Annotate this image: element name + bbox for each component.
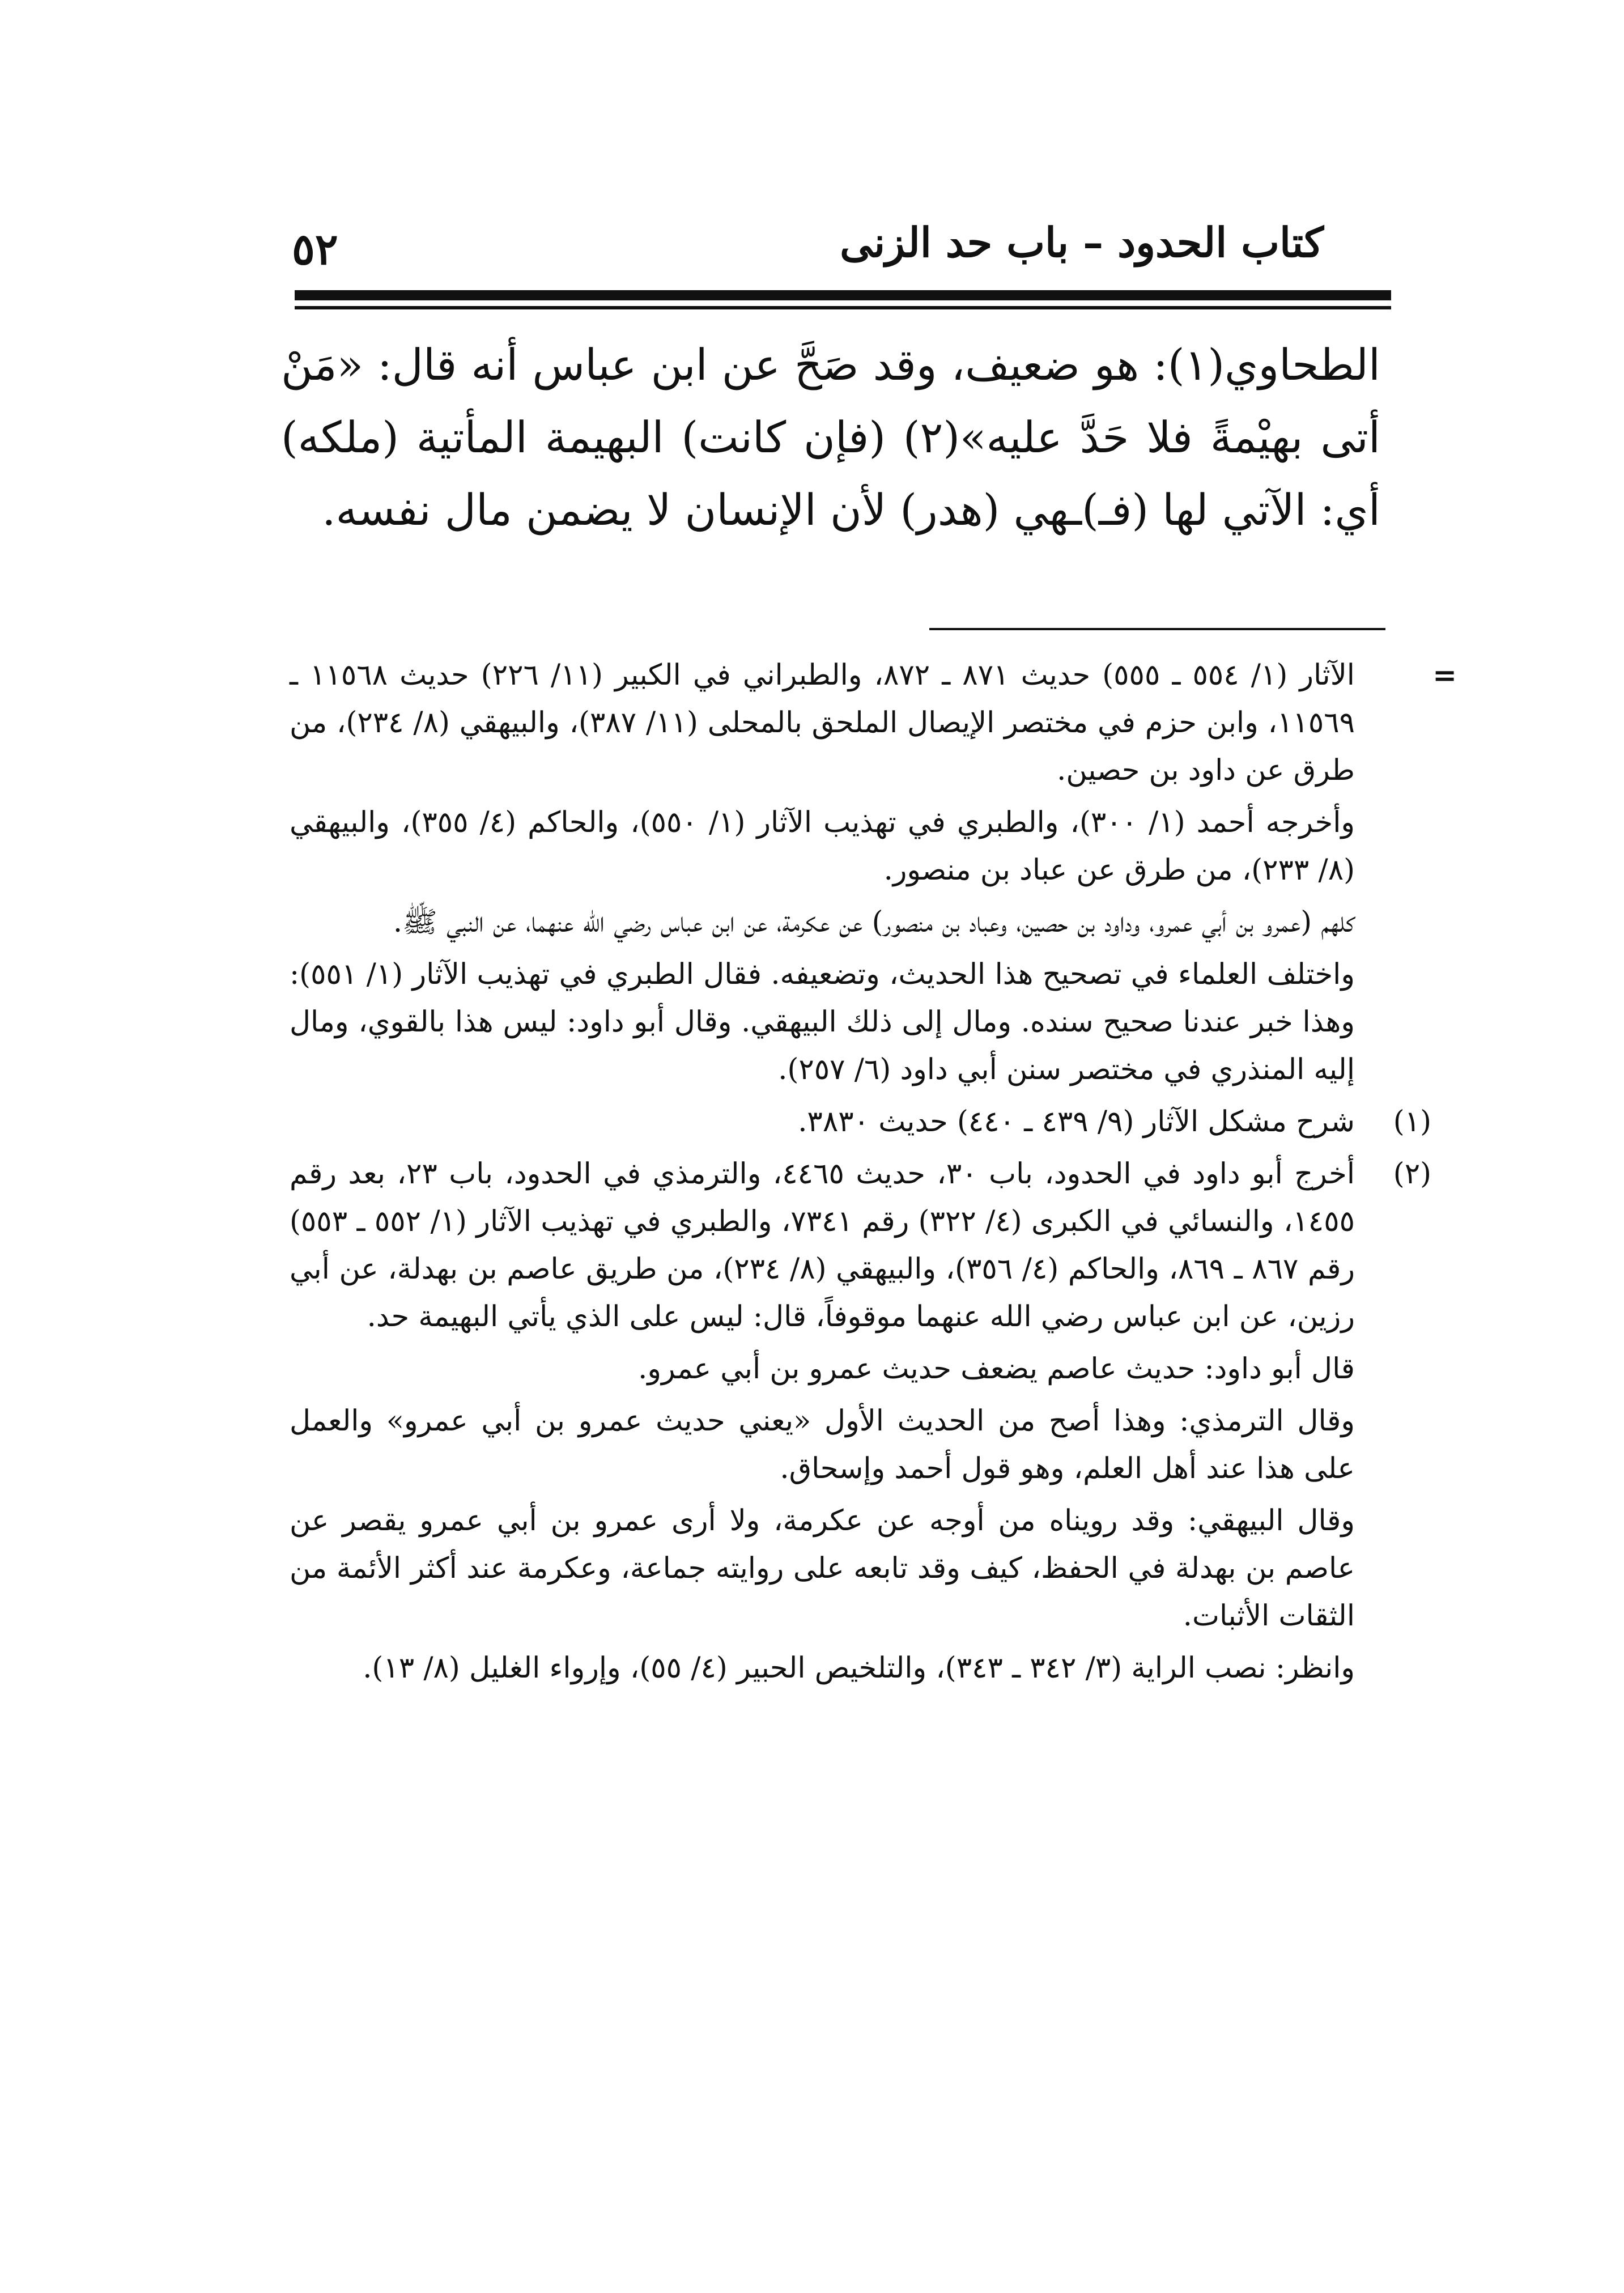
footnote-2-number: (٢) bbox=[1393, 1157, 1431, 1191]
header-rule-thick bbox=[295, 290, 1391, 300]
footnote-1 bbox=[290, 1098, 1431, 1146]
footnote-2 bbox=[290, 1150, 1431, 1341]
footnote-continuation-paragraph: كلهم (عمرو بن أبي عمرو، وداود بن حصين، وعباد بن منصور) عن عكرمة، عن ابن عباس رضي الله عنهما، عن النبي ﷺ. bbox=[393, 906, 1355, 939]
footnote-2-paragraph: وانظر: نصب الراية (٣/ ٣٤٢ ـ ٣٤٣)، والتلخيص الحبير (٤/ ٥٥)، وإرواء الغليل (٨/ ١٣). bbox=[363, 1651, 1355, 1685]
footnote-continuation-paragraph: واختلف العلماء في تصحيح هذا الحديث، وتضعيفه. فقال الطبري في تهذيب الآثار (١/ ٥٥١): وهذا خبر عندنا صحيح سنده. ومال إلى ذلك البيهقي. وقال أبو داود: ليس هذا بالقوي، ومال إليه المنذري في مختصر سنن أبي داود (٦/ ٢٥٧). bbox=[290, 958, 1355, 1086]
main-text bbox=[281, 329, 1380, 546]
footnote-2-paragraph: وقال الترمذي: وهذا أصح من الحديث الأول «يعني حديث عمرو بن أبي عمرو» والعمل على هذا عند أهل العلم، وهو قول أحمد وإسحاق. bbox=[290, 1404, 1355, 1485]
footnote-2-paragraph: وقال البيهقي: وقد رويناه من أوجه عن عكرمة، ولا أرى عمرو بن أبي عمرو يقصر عن عاصم بن بهدلة في الحفظ، كيف وقد تابعه على روايته جماعة، وعكرمة عند أكثر الأئمة من الثقات الأثبات. bbox=[290, 1504, 1355, 1633]
running-header-title: كتاب الحدود – باب حد الزنى bbox=[840, 218, 1324, 266]
footnote-continuation-paragraph: الآثار (١/ ٥٥٤ ـ ٥٥٥) حديث ٨٧١ ـ ٨٧٢، والطبراني في الكبير (١١/ ٢٢٦) حديث ١١٥٦٨ ـ ١١٥٦٩، وابن حزم في مختصر الإيصال الملحق بالمحلى (١١/ ٣٨٧)، والبيهقي (٨/ ٢٣٤)، من طرق عن داود بن حصين. bbox=[290, 659, 1355, 787]
main-paragraph: الطحاوي(١): هو ضعيف، وقد صَحَّ عن ابن عباس أنه قال: «مَنْ أتى بهيْمةً فلا حَدَّ عليه»(٢) (فإن كانت) البهيمة المأتية (ملكه) أي: الآتي لها (فـ)ـهي (هدر) لأن الإنسان لا يضمن مال نفسه. bbox=[281, 339, 1380, 535]
header-rule-thin bbox=[295, 306, 1391, 309]
footnote-1-number: (١) bbox=[1393, 1105, 1431, 1139]
page-number: ٥٢ bbox=[292, 224, 338, 274]
footnote-separator bbox=[929, 628, 1385, 630]
continuation-marker: = bbox=[1432, 659, 1457, 693]
footnote-continuation bbox=[290, 652, 1457, 795]
footnote-continuation-paragraph: وأخرجه أحمد (١/ ٣٠٠)، والطبري في تهذيب الآثار (١/ ٥٥٠)، والحاكم (٤/ ٣٥٥)، والبيهقي (٨/ ٢٣٣)، من طرق عن عباد بن منصور. bbox=[290, 806, 1355, 887]
footnote-1-text: شرح مشكل الآثار (٩/ ٤٣٩ ـ ٤٤٠) حديث ٣٨٣٠. bbox=[798, 1105, 1355, 1139]
footnotes bbox=[290, 652, 1457, 1697]
footnote-2-paragraph: قال أبو داود: حديث عاصم يضعف حديث عمرو بن أبي عمرو. bbox=[638, 1352, 1355, 1386]
footnote-2-text: أخرج أبو داود في الحدود، باب ٣٠، حديث ٤٤٦٥، والترمذي في الحدود، باب ٢٣، بعد رقم ١٤٥٥، والنسائي في الكبرى (٤/ ٣٢٢) رقم ٧٣٤١، والطبري في تهذيب الآثار (١/ ٥٥٢ ـ ٥٥٣) رقم ٨٦٧ ـ ٨٦٩، والحاكم (٤/ ٣٥٦)، والبيهقي (٨/ ٢٣٤)، من طريق عاصم بن بهدلة، عن أبي رزين، عن ابن عباس رضي الله عنهما موقوفاً، قال: ليس على الذي يأتي البهيمة حد. bbox=[290, 1157, 1355, 1334]
